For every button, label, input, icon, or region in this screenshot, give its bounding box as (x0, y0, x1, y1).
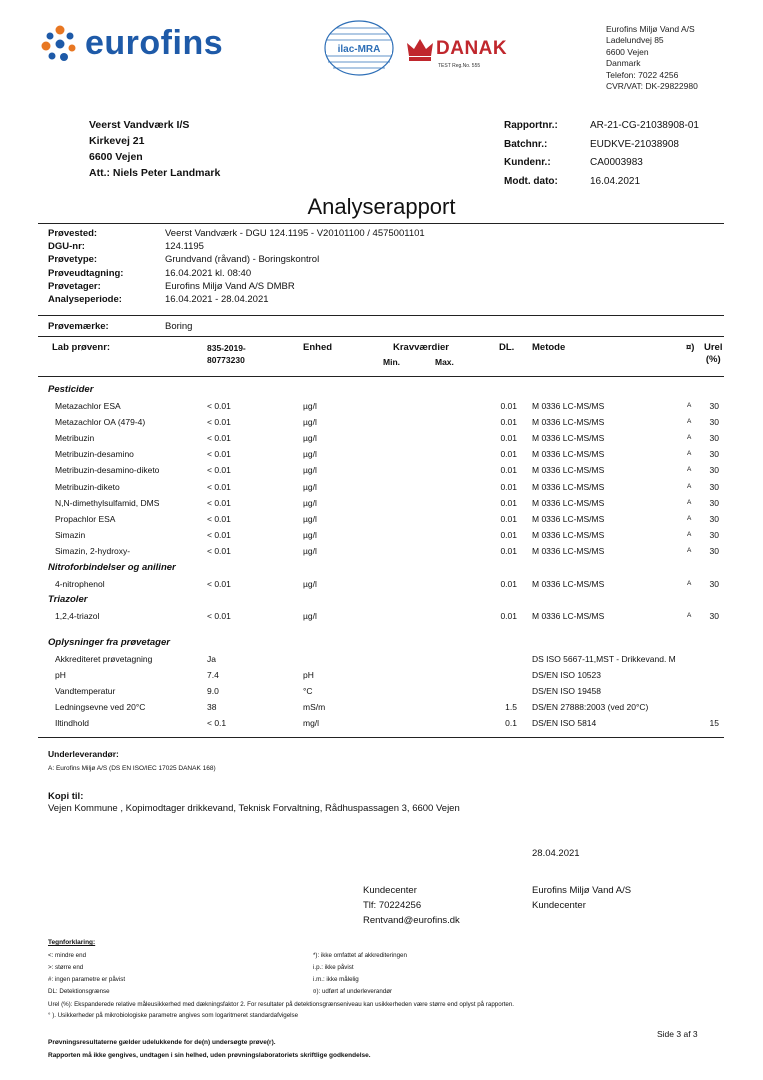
cell-value: < 0.01 (207, 497, 231, 508)
cell-method: DS/EN ISO 5814 (532, 718, 597, 729)
crown-icon (406, 36, 434, 62)
cell-dl: 0.1 (505, 718, 517, 729)
cell-flag: A (687, 482, 692, 490)
cell-urel: 30 (709, 579, 719, 589)
divider (38, 315, 724, 316)
cell-value: < 0.01 (207, 417, 231, 428)
cell-method: M 0336 LC-MS/MS (532, 481, 605, 492)
col-lab-header: Lab prøvenr: (52, 342, 111, 353)
danak-logo (406, 36, 508, 69)
col-flag-header: ¤) (686, 342, 695, 353)
info-row (48, 240, 425, 253)
cell-unit: µg/l (303, 545, 317, 556)
lab-address-line: Eurofins Miljø Vand A/S (606, 24, 695, 34)
cell-method: M 0336 LC-MS/MS (532, 417, 605, 428)
company-line: Eurofins Miljø Vand A/S (532, 885, 632, 896)
info-value: 124.1195 (165, 241, 204, 253)
copy-to-text: Vejen Kommune , Kopimodtager drikkevand, Teknisk Forvaltning, Rådhuspassagen 3, 6600 Vejen (48, 803, 460, 814)
cell-value: < 0.01 (207, 545, 231, 556)
divider (38, 223, 724, 224)
legend-item: i.m.: ikke målelig (313, 976, 359, 983)
cell-urel: 30 (709, 417, 719, 428)
legend-item: >: større end (48, 964, 84, 971)
info-value: Eurofins Miljø Vand A/S DMBR (165, 280, 295, 292)
cell-flag: A (687, 434, 692, 442)
subcontractor-text: A: Eurofins Miljø A/S (DS EN ISO/IEC 17025 DANAK 168) (48, 765, 216, 772)
meta-label: Kundenr.: (504, 157, 551, 168)
cell-name: Vandtemperatur (55, 686, 116, 697)
section-title: Nitroforbindelser og aniliner (48, 562, 176, 573)
cell-method: M 0336 LC-MS/MS (532, 449, 605, 460)
cell-unit: µg/l (303, 417, 317, 428)
cell-dl: 0.01 (500, 611, 517, 621)
info-label: Prøvested: (48, 228, 98, 239)
cell-name: N,N-dimethylsulfamid, DMS (55, 497, 160, 508)
customer-line: 6600 Vejen (89, 151, 143, 163)
customer-address (89, 117, 220, 181)
cell-name: 4-nitrophenol (55, 579, 105, 589)
cell-dl: 0.01 (500, 529, 517, 540)
company-line: Kundecenter (532, 900, 586, 911)
meta-label: Batchnr.: (504, 138, 548, 150)
lab-address-line: 6600 Vejen (606, 46, 649, 57)
cell-method: M 0336 LC-MS/MS (532, 513, 605, 524)
footer-note: Rapporten må ikke gengives, undtagen i sin helhed, uden prøvningslaboratoriets skriftlige godkendelse. (48, 1052, 371, 1059)
cell-unit: µg/l (303, 433, 317, 444)
cell-urel: 30 (709, 611, 719, 621)
cell-name: Metribuzin-desamino-diketo (55, 465, 160, 476)
cell-unit: µg/l (303, 529, 317, 540)
cell-urel: 30 (709, 465, 719, 476)
customer-center-phone: Tlf: 70224256 (363, 900, 422, 911)
cell-urel: 30 (709, 529, 719, 540)
cell-unit: mS/m (303, 702, 326, 713)
info-label: Prøvetype: (48, 254, 98, 266)
eurofins-logo (40, 24, 224, 64)
cell-value: < 0.01 (207, 433, 231, 444)
legend-title: Tegnforklaring: (48, 939, 96, 946)
cell-unit: µg/l (303, 401, 317, 411)
cell-urel: 30 (709, 513, 719, 524)
meta-row-report-no (504, 117, 699, 136)
customer-line: Kirkevej 21 (89, 135, 145, 147)
cell-dl: 0.01 (500, 433, 517, 444)
cell-unit: µg/l (303, 579, 317, 589)
legend-item: ¤): udført af underleverandør (313, 988, 393, 995)
customer-line: Att.: Niels Peter Landmark (89, 167, 221, 179)
cell-dl: 1.5 (505, 702, 517, 713)
cell-method: M 0336 LC-MS/MS (532, 465, 605, 476)
col-krav-header: Kravværdier (393, 342, 449, 353)
cell-value: Ja (207, 654, 216, 664)
cell-value: < 0.01 (207, 401, 231, 411)
cell-unit: µg/l (303, 449, 317, 460)
cell-unit: mg/l (303, 718, 320, 729)
lab-address-line: CVR/VAT: DK-29822980 (606, 81, 698, 92)
sample-info (48, 227, 425, 306)
cell-value: < 0.1 (207, 718, 227, 729)
meta-label: Rapportnr.: (504, 120, 558, 131)
cell-dl: 0.01 (500, 417, 517, 428)
info-row (48, 267, 425, 280)
cell-flag: A (687, 580, 692, 587)
cell-flag: A (687, 514, 692, 522)
col-dl-header: DL. (499, 342, 515, 353)
meta-value: 16.04.2021 (590, 175, 641, 187)
legend-item: #: ingen parametre er påvist (48, 976, 126, 983)
cell-unit: µg/l (303, 513, 317, 524)
cell-name: Metribuzin-desamino (55, 449, 134, 460)
cell-unit: µg/l (303, 465, 317, 476)
cell-flag: A (687, 450, 692, 458)
meta-row-batch-no (504, 136, 699, 155)
cell-name: Ledningsevne ved 20°C (55, 702, 146, 713)
footer-note: Prøvningsresultaterne gælder udelukkende for de(n) undersøgte prøve(r). (48, 1039, 276, 1046)
cell-unit: µg/l (303, 611, 317, 621)
col-min-header: Min. (383, 357, 400, 367)
info-label: Prøvetager: (48, 280, 101, 292)
cell-dl: 0.01 (500, 545, 517, 556)
cell-value: < 0.01 (207, 611, 231, 621)
customer-center-email: Rentvand@eurofins.dk (363, 915, 460, 926)
meta-label: Modt. dato: (504, 175, 558, 187)
subcontractor-title: Underleverandør: (48, 749, 119, 759)
cell-name: 1,2,4-triazol (55, 611, 100, 621)
cell-method: M 0336 LC-MS/MS (532, 611, 605, 621)
info-row (48, 280, 425, 293)
info-row (48, 227, 425, 240)
cell-name: Propachlor ESA (55, 513, 116, 524)
customer-line: Veerst Vandværk I/S (89, 119, 190, 131)
col-urel-header (704, 342, 722, 366)
urel-note: Urel (%): Ekspanderede relative måleusikkerhed med dækningsfaktor 2. For resultater på detektionsgrænseniveau kan usikkerheden være større end oplyst på rapporten. (48, 1001, 515, 1008)
cell-method: M 0336 LC-MS/MS (532, 401, 605, 411)
cell-value: 9.0 (207, 686, 219, 697)
cell-method: DS ISO 5667-11,MST - Drikkevand. M (532, 654, 676, 664)
cell-dl: 0.01 (500, 465, 517, 476)
cell-value: < 0.01 (207, 465, 231, 476)
sample-no-line: 80773230 (207, 355, 245, 365)
meta-value: EUDKVE-21038908 (590, 138, 679, 150)
lab-address-line: Telefon: 7022 4256 (606, 69, 679, 80)
cell-name: Metribuzin-diketo (55, 481, 120, 492)
cell-method: DS/EN ISO 10523 (532, 670, 601, 681)
cell-flag: A (687, 466, 692, 474)
cell-value: < 0.01 (207, 579, 231, 589)
section-title: Triazoler (48, 594, 88, 605)
cell-urel: 30 (709, 497, 719, 508)
info-value: 16.04.2021 - 28.04.2021 (165, 294, 269, 306)
cell-dl: 0.01 (500, 481, 517, 492)
cell-urel: 30 (709, 545, 719, 556)
info-label: DGU-nr: (48, 241, 85, 253)
section-title: Oplysninger fra prøvetager (48, 637, 170, 648)
divider (38, 336, 724, 337)
cell-dl: 0.01 (500, 513, 517, 524)
col-sample-header (207, 342, 246, 366)
divider (38, 737, 724, 738)
cell-value: 38 (207, 702, 217, 713)
info-label: Analyseperiode: (48, 294, 122, 306)
meta-row-received-date (504, 173, 699, 192)
micro-note: ° ). Usikkerheder på mikrobiologiske parametre angives som logaritmeret standardafvigelse (48, 1012, 299, 1019)
page-title: Analyserapport (307, 194, 456, 219)
divider (38, 376, 724, 377)
cell-value: < 0.01 (207, 513, 231, 524)
cell-method: DS/EN ISO 19458 (532, 686, 601, 697)
cell-unit: °C (303, 686, 313, 697)
eurofins-wordmark: eurofins (85, 24, 224, 62)
cell-flag: A (687, 402, 692, 409)
ilac-seal-icon (322, 20, 396, 76)
report-meta (504, 117, 699, 191)
customer-center-line: Kundecenter (363, 885, 417, 896)
cell-method: M 0336 LC-MS/MS (532, 529, 605, 540)
section-title: Pesticider (48, 384, 94, 395)
cell-urel: 30 (709, 433, 719, 444)
marker-label: Prøvemærke: (48, 321, 109, 332)
legend-item: DL: Detektionsgrænse (48, 988, 110, 995)
cell-flag: A (687, 546, 692, 554)
cell-unit: pH (303, 670, 314, 681)
col-max-header: Max. (435, 357, 454, 367)
col-unit-header: Enhed (303, 342, 333, 353)
cell-name: Metazachlor ESA (55, 401, 121, 411)
cell-value: < 0.01 (207, 449, 231, 460)
cell-urel: 15 (709, 718, 719, 729)
urel-line: Urel (704, 342, 723, 353)
cell-unit: µg/l (303, 497, 317, 508)
urel-line: (%) (705, 354, 721, 365)
customer-center-company (532, 883, 631, 913)
cell-name: pH (55, 670, 66, 681)
legend-item: i.p.: ikke påvist (313, 964, 354, 971)
cell-name: Iltindhold (55, 718, 90, 729)
cell-urel: 30 (709, 401, 719, 411)
cell-name: Metazachlor OA (479-4) (55, 417, 146, 428)
info-row (48, 253, 425, 266)
cell-flag: A (687, 498, 692, 506)
page-number: Side 3 af 3 (657, 1029, 698, 1039)
copy-to-title: Kopi til: (48, 791, 84, 802)
cell-method: M 0336 LC-MS/MS (532, 433, 605, 444)
legend-item: <: mindre end (48, 952, 87, 959)
cell-name: Simazin, 2-hydroxy- (55, 545, 131, 556)
signature-date: 28.04.2021 (532, 848, 580, 859)
customer-center (363, 883, 460, 928)
cell-method: DS/EN 27888:2003 (ved 20°C) (532, 702, 649, 713)
cell-value: 7.4 (207, 670, 219, 681)
info-value: 16.04.2021 kl. 08:40 (165, 267, 252, 279)
lab-address-line: Ladelundvej 85 (606, 35, 664, 46)
cell-dl: 0.01 (500, 449, 517, 460)
sample-no-line: 835-2019- (207, 343, 246, 353)
col-method-header: Metode (532, 342, 566, 353)
cell-method: M 0336 LC-MS/MS (532, 579, 605, 589)
info-value: Grundvand (råvand) - Boringskontrol (165, 254, 320, 266)
cell-method: M 0336 LC-MS/MS (532, 497, 605, 508)
meta-row-customer-no (504, 154, 699, 173)
cell-name: Metribuzin (55, 433, 95, 444)
lab-address-line: Danmark (606, 58, 641, 69)
cell-urel: 30 (709, 481, 719, 492)
meta-value: AR-21-CG-21038908-01 (590, 120, 699, 131)
legend-item: *): ikke omfattet af akkrediteringen (313, 952, 407, 959)
eurofins-dots-icon (40, 24, 80, 64)
cell-name: Akkrediteret prøvetagning (55, 654, 153, 664)
cell-unit: µg/l (303, 481, 317, 492)
cell-dl: 0.01 (500, 497, 517, 508)
cell-flag: A (687, 418, 692, 426)
cell-dl: 0.01 (500, 579, 517, 589)
info-row (48, 293, 425, 306)
marker-value: Boring (165, 321, 193, 332)
ilac-mra-logo (322, 20, 396, 81)
cell-value: < 0.01 (207, 481, 231, 492)
danak-reg: TEST Reg.No. 555 (438, 63, 481, 69)
info-value: Veerst Vandværk - DGU 124.1195 - V20101100 / 4575001101 (165, 228, 425, 239)
sample-marker (48, 321, 192, 332)
cell-method: M 0336 LC-MS/MS (532, 545, 605, 556)
cell-value: < 0.01 (207, 529, 231, 540)
cell-urel: 30 (709, 449, 719, 460)
cell-dl: 0.01 (500, 401, 517, 411)
cell-name: Simazin (55, 529, 86, 540)
lab-address (606, 24, 698, 92)
ilac-text: ilac-MRA (337, 44, 381, 55)
cell-flag: A (687, 530, 692, 538)
danak-text: DANAK (436, 38, 508, 59)
info-label: Prøveudtagning: (48, 267, 124, 279)
cell-flag: A (687, 612, 692, 619)
meta-value: CA0003983 (590, 157, 643, 168)
